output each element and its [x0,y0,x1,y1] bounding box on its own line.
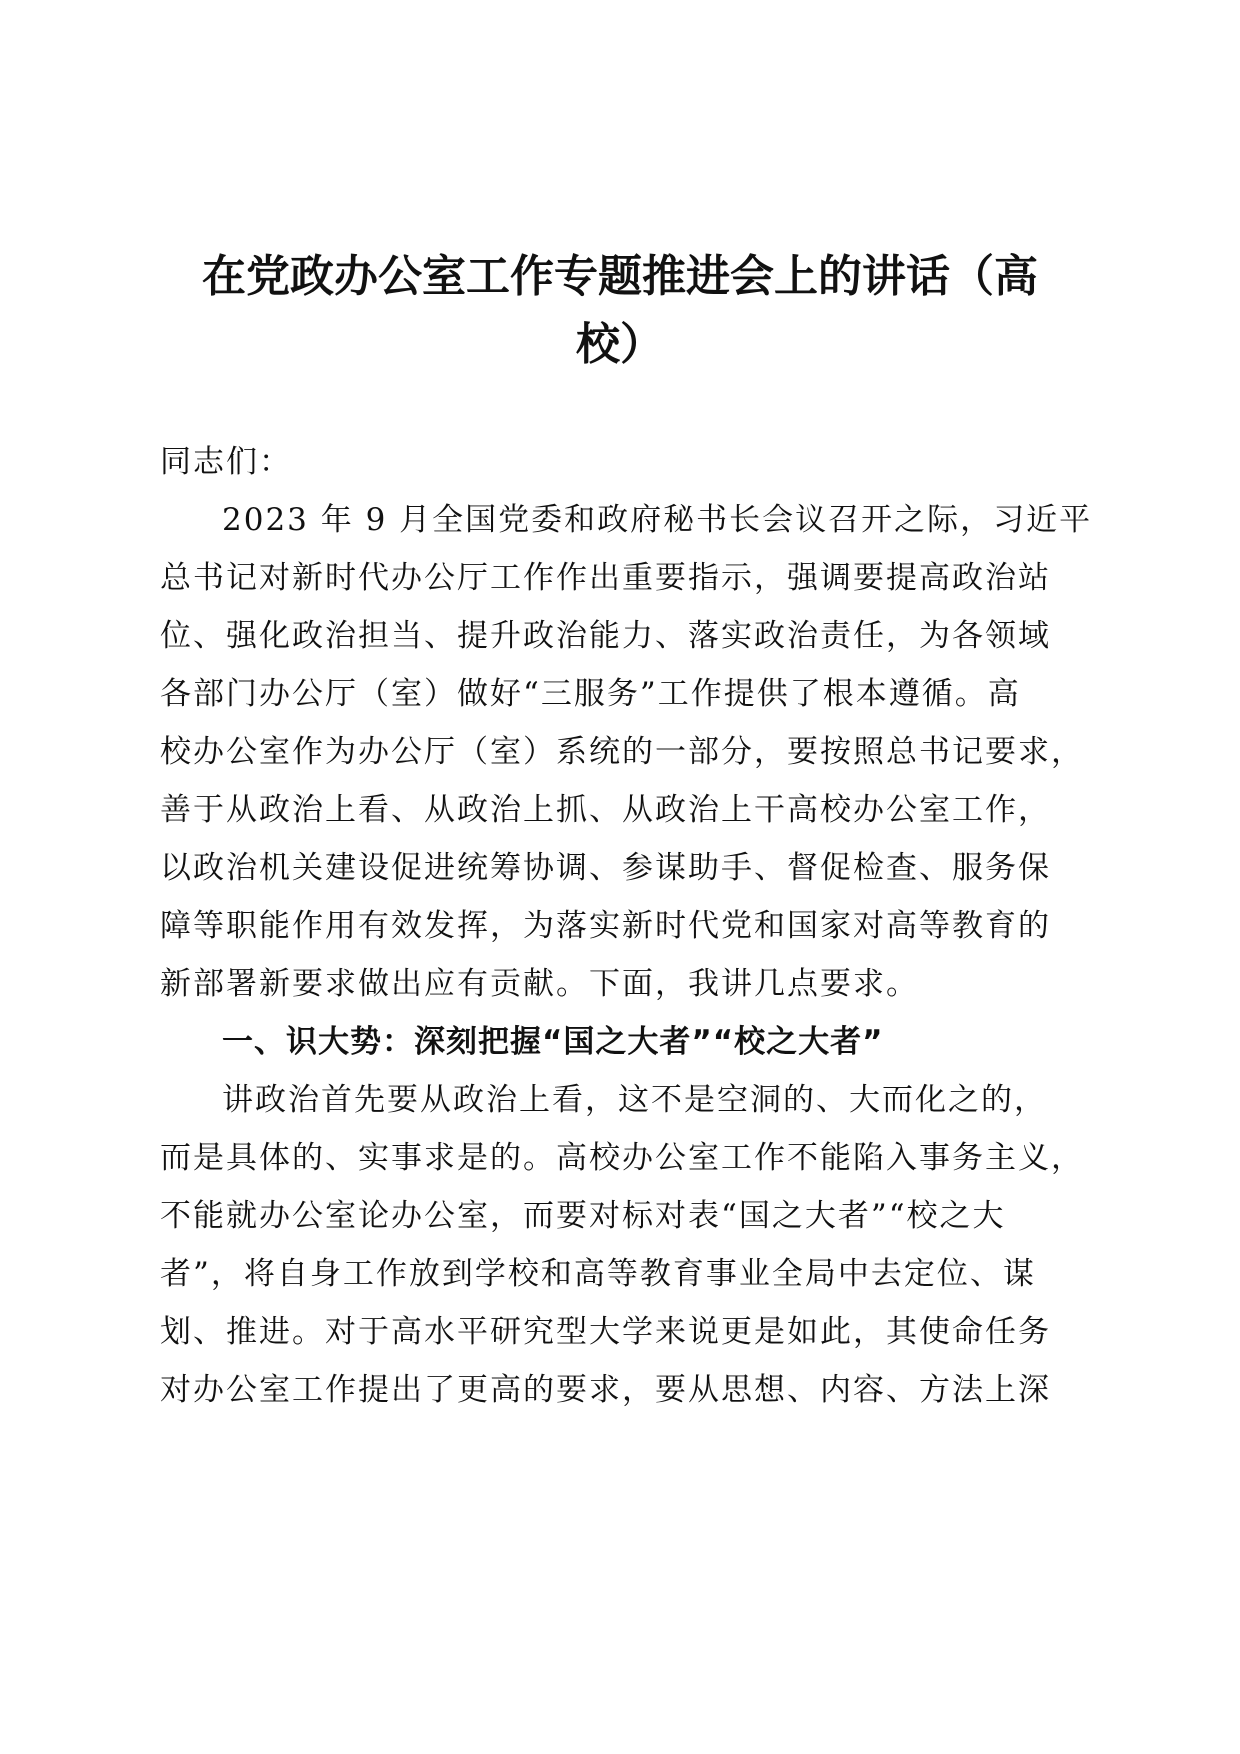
document-title-line-1: 在党政办公室工作专题推进会上的讲话（高 [202,251,1038,302]
paragraph-2-line: 而是具体的、实事求是的。高校办公室工作不能陷入事务主义， [160,1140,1084,1176]
document-title-line-2: 校） [576,319,664,370]
paragraph-1-line: 障等职能作用有效发挥，为落实新时代党和国家对高等教育的 [160,908,1051,944]
paragraph-1-line: 校办公室作为办公厅（室）系统的一部分，要按照总书记要求， [160,734,1084,770]
paragraph-2-line: 者”，将自身工作放到学校和高等教育事业全局中去定位、谋 [160,1256,1036,1292]
paragraph-1-line: 善于从政治上看、从政治上抓、从政治上干高校办公室工作， [160,792,1051,828]
paragraph-2-line: 对办公室工作提出了更高的要求，要从思想、内容、方法上深 [160,1372,1051,1408]
paragraph-1-line: 新部署新要求做出应有贡献。下面，我讲几点要求。 [160,966,919,1002]
paragraph-2-line: 讲政治首先要从政治上看，这不是空洞的、大而化之的， [222,1082,1047,1118]
paragraph-1-line: 各部门办公厅（室）做好“三服务”工作提供了根本遵循。高 [160,676,1021,712]
paragraph-2-line: 划、推进。对于高水平研究型大学来说更是如此，其使命任务 [160,1314,1051,1350]
paragraph-1-line: 以政治机关建设促进统筹协调、参谋助手、督促检查、服务保 [160,850,1051,886]
paragraph-1-line: 总书记对新时代办公厅工作作出重要指示，强调要提高政治站 [160,560,1051,596]
paragraph-1-line: 2023 年 9 月全国党委和政府秘书长会议召开之际，习近平 [222,502,1093,538]
paragraph-2-line: 不能就办公室论办公室，而要对标对表“国之大者”“校之大 [160,1198,1006,1234]
salutation: 同志们： [160,444,292,480]
section-heading-1: 一、识大势：深刻把握“国之大者”“校之大者” [222,1024,884,1060]
paragraph-1-line: 位、强化政治担当、提升政治能力、落实政治责任，为各领域 [160,618,1051,654]
